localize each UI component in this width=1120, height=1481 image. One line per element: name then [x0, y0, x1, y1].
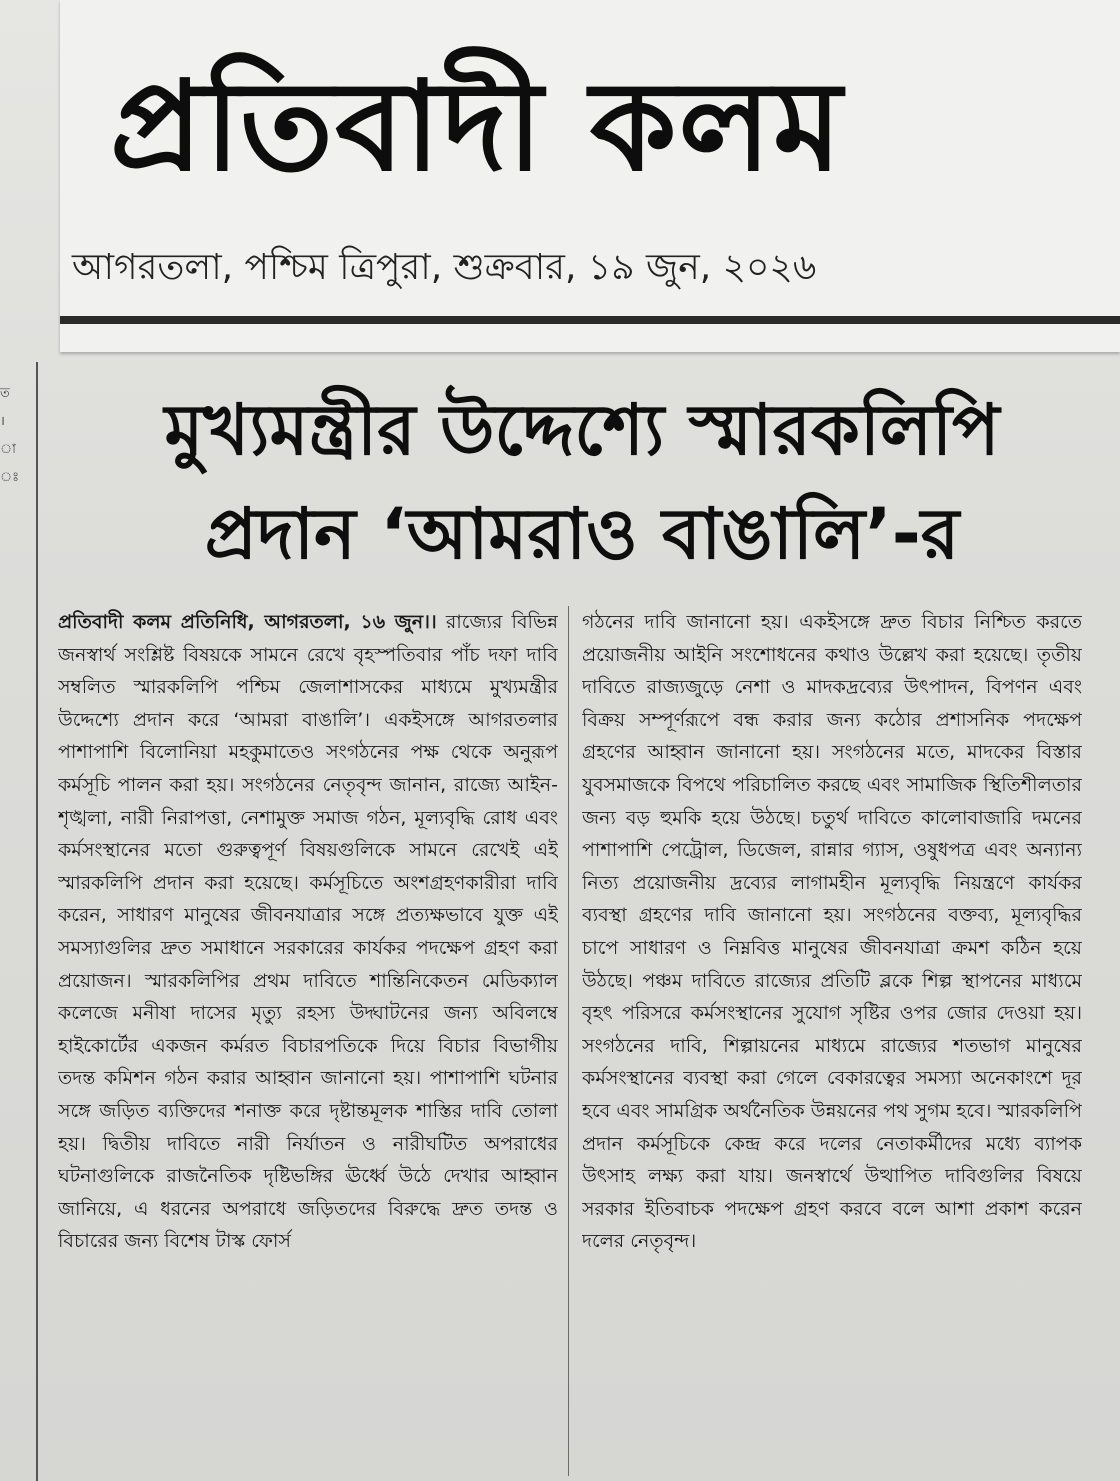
newspaper-title: প্রতিবাদী কলম — [110, 54, 844, 199]
previous-column-fragments — [0, 380, 20, 680]
margin-fragment: । — [0, 414, 5, 429]
margin-fragment: া — [0, 442, 16, 457]
headline-line-2: প্রদান ‘আমরাও বাঙালি’-র — [204, 493, 960, 575]
column-rule — [36, 362, 38, 1481]
headline-line-1: মুখ্যমন্ত্রীর উদ্দেশ্যে স্মারকলিপি — [164, 389, 1000, 471]
column-divider — [568, 606, 569, 1476]
column-2-text: গঠনের দাবি জানানো হয়। একইসঙ্গে দ্রুত বিচার নিশ্চিত করতে প্রয়োজনীয় আইনি সংশোধনের কথাও উল্লেখ করা হয়েছে। তৃতীয় দাবিতে রাজ্যজুড়ে নেশা ও মাদকদ্রব্যের উৎপাদন, বিপণন এবং বিক্রয় সম্পূর্ণরূপে বন্ধ করার জন্য কঠোর প্রশাসনিক পদক্ষেপ গ্রহণের আহ্বান জানানো হয়। সংগঠনের মতে, মাদকের বিস্তার যুবসমাজকে বিপথে পরিচালিত করছে এবং সামাজিক স্থিতিশীলতার জন্য বড় হুমকি হয়ে উঠছে। চতুর্থ দাবিতে কালোবাজারি দমনের পাশাপাশি পেট্রোল, ডিজেল, রান্নার গ্যাস, ওষুধপত্র এবং অন্যান্য নিত্য প্রয়োজনীয় দ্রব্যের লাগামহীন মূল্যবৃদ্ধি নিয়ন্ত্রণে কার্যকর ব্যবস্থা গ্রহণের দাবি জানানো হয়। সংগঠনের বক্তব্য, মূল্যবৃদ্ধির চাপে সাধারণ ও নিম্নবিত্ত মানুষের জীবনযাত্রা ক্রমশ কঠিন হয়ে উঠছে। পঞ্চম দাবিতে রাজ্যের প্রতিটি ব্লকে শিল্প স্থাপনের মাধ্যমে বৃহৎ পরিসরে কর্মসংস্থানের সুযোগ সৃষ্টির ওপর জোর দেওয়া হয়। সংগঠনের দাবি, শিল্পায়নের মাধ্যমে রাজ্যের শতভাগ মানুষের কর্মসংস্থানের ব্যবস্থা করা গেলে বেকারত্বের সমস্যা অনেকাংশে দূর হবে এবং সামগ্রিক অর্থনৈতিক উন্নয়নের পথ সুগম হবে। স্মারকলিপি প্রদান কর্মসূচিকে কেন্দ্র করে দলের নেতাকর্মীদের মধ্যে ব্যাপক উৎসাহ লক্ষ্য করা যায়। জনস্বার্থে উত্থাপিত দাবিগুলির বিষয়ে সরকার ইতিবাচক পদক্ষেপ গ্রহণ করবে বলে আশা প্রকাশ করেন দলের নেতৃবৃন্দ। — [582, 611, 1082, 1253]
article-column-2 — [582, 606, 1082, 1476]
column-1-text: রাজ্যের বিভিন্ন জনস্বার্থ সংশ্লিষ্ট বিষয়কে সামনে রেখে বৃহস্পতিবার পাঁচ দফা দাবি সম্বলিত স্মারকলিপি পশ্চিম জেলাশাসকের মাধ্যমে মুখ্যমন্ত্রীর উদ্দেশ্যে প্রদান করে ‘আমরা বাঙালি’। একইসঙ্গে আগরতলার পাশাপাশি বিলোনিয়া মহকুমাতেও সংগঠনের পক্ষ থেকে অনুরূপ কর্মসূচি পালন করা হয়। সংগঠনের নেতৃবৃন্দ জানান, রাজ্যে আইন-শৃঙ্খলা, নারী নিরাপত্তা, নেশামুক্ত সমাজ গঠন, মূল্যবৃদ্ধি রোধ এবং কর্মসংস্থানের মতো গুরুত্বপূর্ণ বিষয়গুলিকে সামনে রেখেই এই স্মারকলিপি প্রদান করা হয়েছে। কর্মসূচিতে অংশগ্রহণকারীরা দাবি করেন, সাধারণ মানুষের জীবনযাত্রার সঙ্গে প্রত্যক্ষভাবে যুক্ত এই সমস্যাগুলির দ্রুত সমাধানে সরকারের কার্যকর পদক্ষেপ গ্রহণ করা প্রয়োজন। স্মারকলিপির প্রথম দাবিতে শান্তিনিকেতন মেডিক্যাল কলেজে মনীষা দাসের মৃত্যু রহস্য উদ্ঘাটনের জন্য অবিলম্বে হাইকোর্টের একজন কর্মরত বিচারপতিকে দিয়ে বিচার বিভাগীয় তদন্ত কমিশন গঠন করার আহ্বান জানানো হয়। পাশাপাশি ঘটনার সঙ্গে জড়িত ব্যক্তিদের শনাক্ত করে দৃষ্টান্তমূলক শাস্তির দাবি তোলা হয়। দ্বিতীয় দাবিতে নারী নির্যাতন ও নারীঘটিত অপরাধের ঘটনাগুলিকে রাজনৈতিক দৃষ্টিভঙ্গির ঊর্ধ্বে উঠে দেখার আহ্বান জানিয়ে, এ ধরনের অপরাধে জড়িতদের বিরুদ্ধে দ্রুত তদন্ত ও বিচারের জন্য বিশেষ টাস্ক ফোর্স — [58, 611, 558, 1253]
article — [44, 360, 1120, 1481]
margin-fragment: ঃ — [0, 470, 20, 485]
dateline: আগরতলা, পশ্চিম ত্রিপুরা, শুক্রবার, ১৯ জুন, ২০২৬ — [72, 247, 817, 288]
article-headline — [54, 378, 1110, 588]
masthead — [60, 0, 1120, 352]
masthead-rule — [60, 316, 1120, 324]
byline: প্রতিবাদী কলম প্রতিনিধি, আগরতলা, ১৬ জুন।। — [58, 611, 437, 633]
margin-fragment: ত — [0, 386, 10, 401]
article-column-1 — [58, 606, 558, 1476]
article-body — [58, 606, 1110, 1476]
